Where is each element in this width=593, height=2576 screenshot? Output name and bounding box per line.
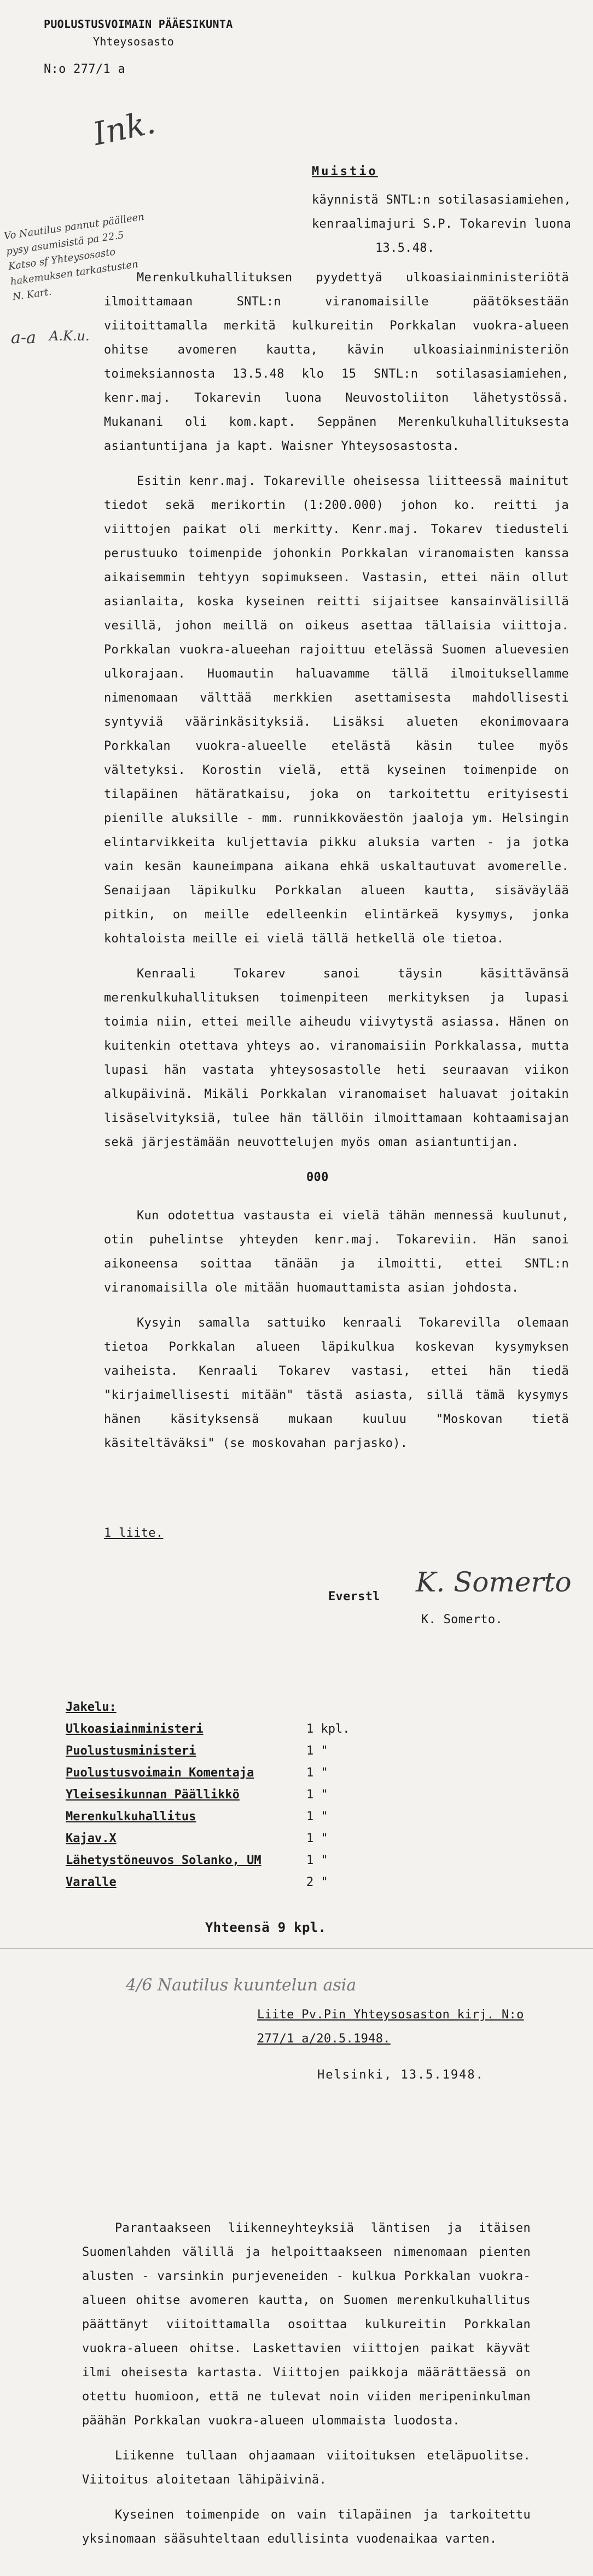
distribution-count: 1 " xyxy=(306,1810,328,1824)
distribution-row xyxy=(66,1828,350,1850)
handwritten-lower-note: 4/6 Nautilus kuuntelun asia xyxy=(126,1976,357,1995)
distribution-recipient: Ulkoasiainministeri xyxy=(66,1722,204,1736)
section-divider: 000 xyxy=(306,1171,329,1184)
distribution-count: 1 " xyxy=(306,1744,328,1758)
distribution-items xyxy=(66,1718,350,1894)
page-separator xyxy=(0,1948,593,1949)
memo-body xyxy=(104,266,569,1155)
attachment-reference-line1: Liite Pv.Pin Yhteysosaston kirj. N:o xyxy=(257,2008,524,2022)
distribution-total: Yhteensä 9 kpl. xyxy=(205,1920,327,1935)
distribution-recipient: Merenkulkuhallitus xyxy=(66,1810,196,1824)
attachment-paragraph: Liikenne tullaan ohjaamaan viitoituksen eteläpuolitse. Viitoitus aloitetaan lähipäivinä. xyxy=(82,2449,531,2487)
memo-paragraph: Esitin kenr.maj. Tokareville oheisessa liitteessä mainitut tiedot sekä merikortin (1:200.000) johon ko. reitti ja viittojen paikat oli merkitty. Kenr.maj. Tokarev tiedusteli perustuuko toimenpide johonkin Porkkalan viranomaisten kanssa aikaisemmin tehtyyn sopimukseen. Vastasin, ettei näin ollut asianlaita, koska kyseinen reitti sijaitsee kansainvälisillä vesillä, johon meillä on oikeus asettaa tällaisia viittoja. Porkkalan vuokra-alueehan rajoittuu etelässä Suomen aluevesien ulkorajaan. Huomautin haluavamme tällä ilmoituksellamme nimenomaan välttää merkkien asettamisesta mahdollisesti syntyviä väärinkäsityksiä. Lisäksi alueten ekonimovaara Porkkalan vuokra-alueelle etelästä käsin tulee myös vältetyksi. Korostin vielä, että kyseinen toimenpide on tilapäinen hätäratkaisu, joka on tarkoitettu erityisesti pienille aluksille - mm. runnikkoväestön jaaloja ym. Helsingin elintarvikkeita kuljettavia pikku aluksia varten - ja jotka vain kesän kauneimpana aikana ehkä uskaltautuvat avomerelle. Senaijaan läpikulku Porkkalan alueen kautta, sisäväylää pitkin, on meille edelleenkin elintärkeä kysymys, jonka kohtaloista meille ei vielä tällä hetkellä ole tietoa. xyxy=(104,474,569,946)
memo-paragraph: Kun odotettua vastausta ei vielä tähän mennessä kuulunut, otin puhelintse yhteyden kenr.maj. Tokareviin. Hän sanoi aikoneensa soittaa tänään ja ilmoitti, ettei SNTL:n viranomaisilla ole mitään huomauttamista asian johdosta. xyxy=(104,1209,569,1295)
handwritten-mark-a: a-a xyxy=(11,328,36,348)
memo-paragraph: Merenkulkuhallituksen pyydettyä ulkoasiainministeriötä ilmoittamaan SNTL:n viranomaisille päätöksestään viitoittamalla merkitä kulkureitin Porkkalan vuokra-alueen ohitse avomeren kautta, kävin ulkoasiainministeriön toimeksiannosta 13.5.48 klo 15 SNTL:n sotilasasiamiehen, kenr.maj. Tokarevin luona Neuvostoliiton lähetystössä. Mukanani oli kom.kapt. Seppänen Merenkulkuhallituksesta asiantuntijana ja kapt. Waisner Yhteysosastosta. xyxy=(104,271,569,453)
memo-paragraph: Kenraali Tokarev sanoi täysin käsittävänsä merenkulkuhallituksen toimenpiteen merkityksen ja lupasi toimia niin, ettei meille aiheudu viivytystä asiassa. Hänen on kuitenkin otettava yhteys ao. viranomaisiin Porkkalassa, mutta lupasi hän vastata yhteysosastolle heti seuraavan viikon alkupäivinä. Mikäli Porkkalan viranomaiset haluavat joitakin lisäselvityksiä, tulee hän tällöin ilmoittamaan kohtaamisajan sekä järjestämään neuvottelujen myös oman asiantuntijan. xyxy=(104,967,569,1149)
distribution-heading: Jakelu: xyxy=(66,1700,117,1714)
distribution-count: 1 " xyxy=(306,1766,328,1780)
distribution-row xyxy=(66,1872,350,1894)
attachment-count: 1 liite. xyxy=(104,1526,164,1540)
distribution-count: 2 " xyxy=(306,1875,328,1889)
memo-title: Muistio xyxy=(312,165,378,178)
distribution-count: 1 " xyxy=(306,1788,328,1802)
handwritten-mark-b: A.K.u. xyxy=(49,328,90,344)
handwritten-initials: Ink. xyxy=(90,103,159,153)
distribution-recipient: Puolustusvoimain Komentaja xyxy=(66,1766,254,1780)
memo-paragraph: Kysyin samalla sattuiko kenraali Tokarevilla olemaan tietoa Porkkalan alueen läpikulkua koskevan kysymyksen vaiheista. Kenraali Tokarev vastasi, ettei hän tiedä "kirjaimellisesti mitään" tästä asiasta, sillä tämä kysymys hänen käsityksensä mukaan kuuluu "Moskovan tietä käsiteltäväksi" (se moskovahan parjasko). xyxy=(104,1316,569,1450)
signature-name: K. Somerto. xyxy=(421,1613,503,1626)
org-department: Yhteysosasto xyxy=(93,35,175,48)
signature-rank: Everstl xyxy=(328,1590,380,1604)
distribution-count: 1 kpl. xyxy=(306,1722,350,1736)
attachment-reference-line2: 277/1 a/20.5.1948. xyxy=(257,2032,391,2046)
memo-subject-line1: käynnistä SNTL:n sotilasasiamiehen, xyxy=(312,193,572,207)
memo-subject-date: 13.5.48. xyxy=(375,241,435,255)
distribution-row xyxy=(66,1740,350,1762)
attachment-paragraph: Parantaakseen liikenneyhteyksiä läntisen ja itäisen Suomenlahden välillä ja helpoittaakseen nimenomaan pienten alusten - varsinkin purjeveneiden - kulkua Porkkalan vuokra-alueen ohitse avomeren kautta, on Suomen merenkulkuhallitus päättänyt viitoittamalla osoittaa kulkureitin Porkkalan vuokra-alueen ohitse. Laskettavien viittojen paikat käyvät ilmi oheisesta kartasta. Viittojen paikkoja määrättäessä on otettu huomioon, että ne tulevat noin viiden meripeninkulman päähän Porkkalan vuokra-alueen ulommaista luodosta. xyxy=(82,2221,531,2428)
attachment-paragraph: Kyseinen toimenpide on vain tilapäinen ja tarkoitettu yksinomaan sääsuhteltaan edullisinta vuodenaikaa varten. xyxy=(82,2508,531,2546)
distribution-recipient: Varalle xyxy=(66,1875,117,1889)
distribution-count: 1 " xyxy=(306,1832,328,1845)
distribution-row xyxy=(66,1850,350,1872)
handwritten-signature: K. Somerto xyxy=(416,1566,572,1598)
distribution-count: 1 " xyxy=(306,1854,328,1867)
org-name: PUOLUSTUSVOIMAIN PÄÄESIKUNTA xyxy=(44,18,233,31)
distribution-recipient: Puolustusministeri xyxy=(66,1744,196,1758)
distribution-recipient: Yleisesikunnan Päällikkö xyxy=(66,1788,240,1802)
memo-subject-line2: kenraalimajuri S.P. Tokarevin luona xyxy=(312,217,572,231)
distribution-row xyxy=(66,1718,350,1740)
distribution-row xyxy=(66,1784,350,1806)
distribution-recipient: Kajav.X xyxy=(66,1832,117,1845)
attachment-date: Helsinki, 13.5.1948. xyxy=(317,2068,484,2082)
handwritten-margin-note: Vo Nautilus pannut päälleen pysy asumisistä pa 22.5 Katso sf Yhteysosasto hakemuksen tarkastusten N. Kart. xyxy=(3,211,146,303)
distribution-list xyxy=(66,1697,350,1894)
memo-body-continued xyxy=(104,1204,569,1456)
attachment-body xyxy=(82,2216,531,2551)
document-number: N:o 277/1 a xyxy=(44,62,125,76)
distribution-recipient: Lähetystöneuvos Solanko, UM xyxy=(66,1854,261,1867)
distribution-row xyxy=(66,1806,350,1828)
distribution-row xyxy=(66,1762,350,1784)
